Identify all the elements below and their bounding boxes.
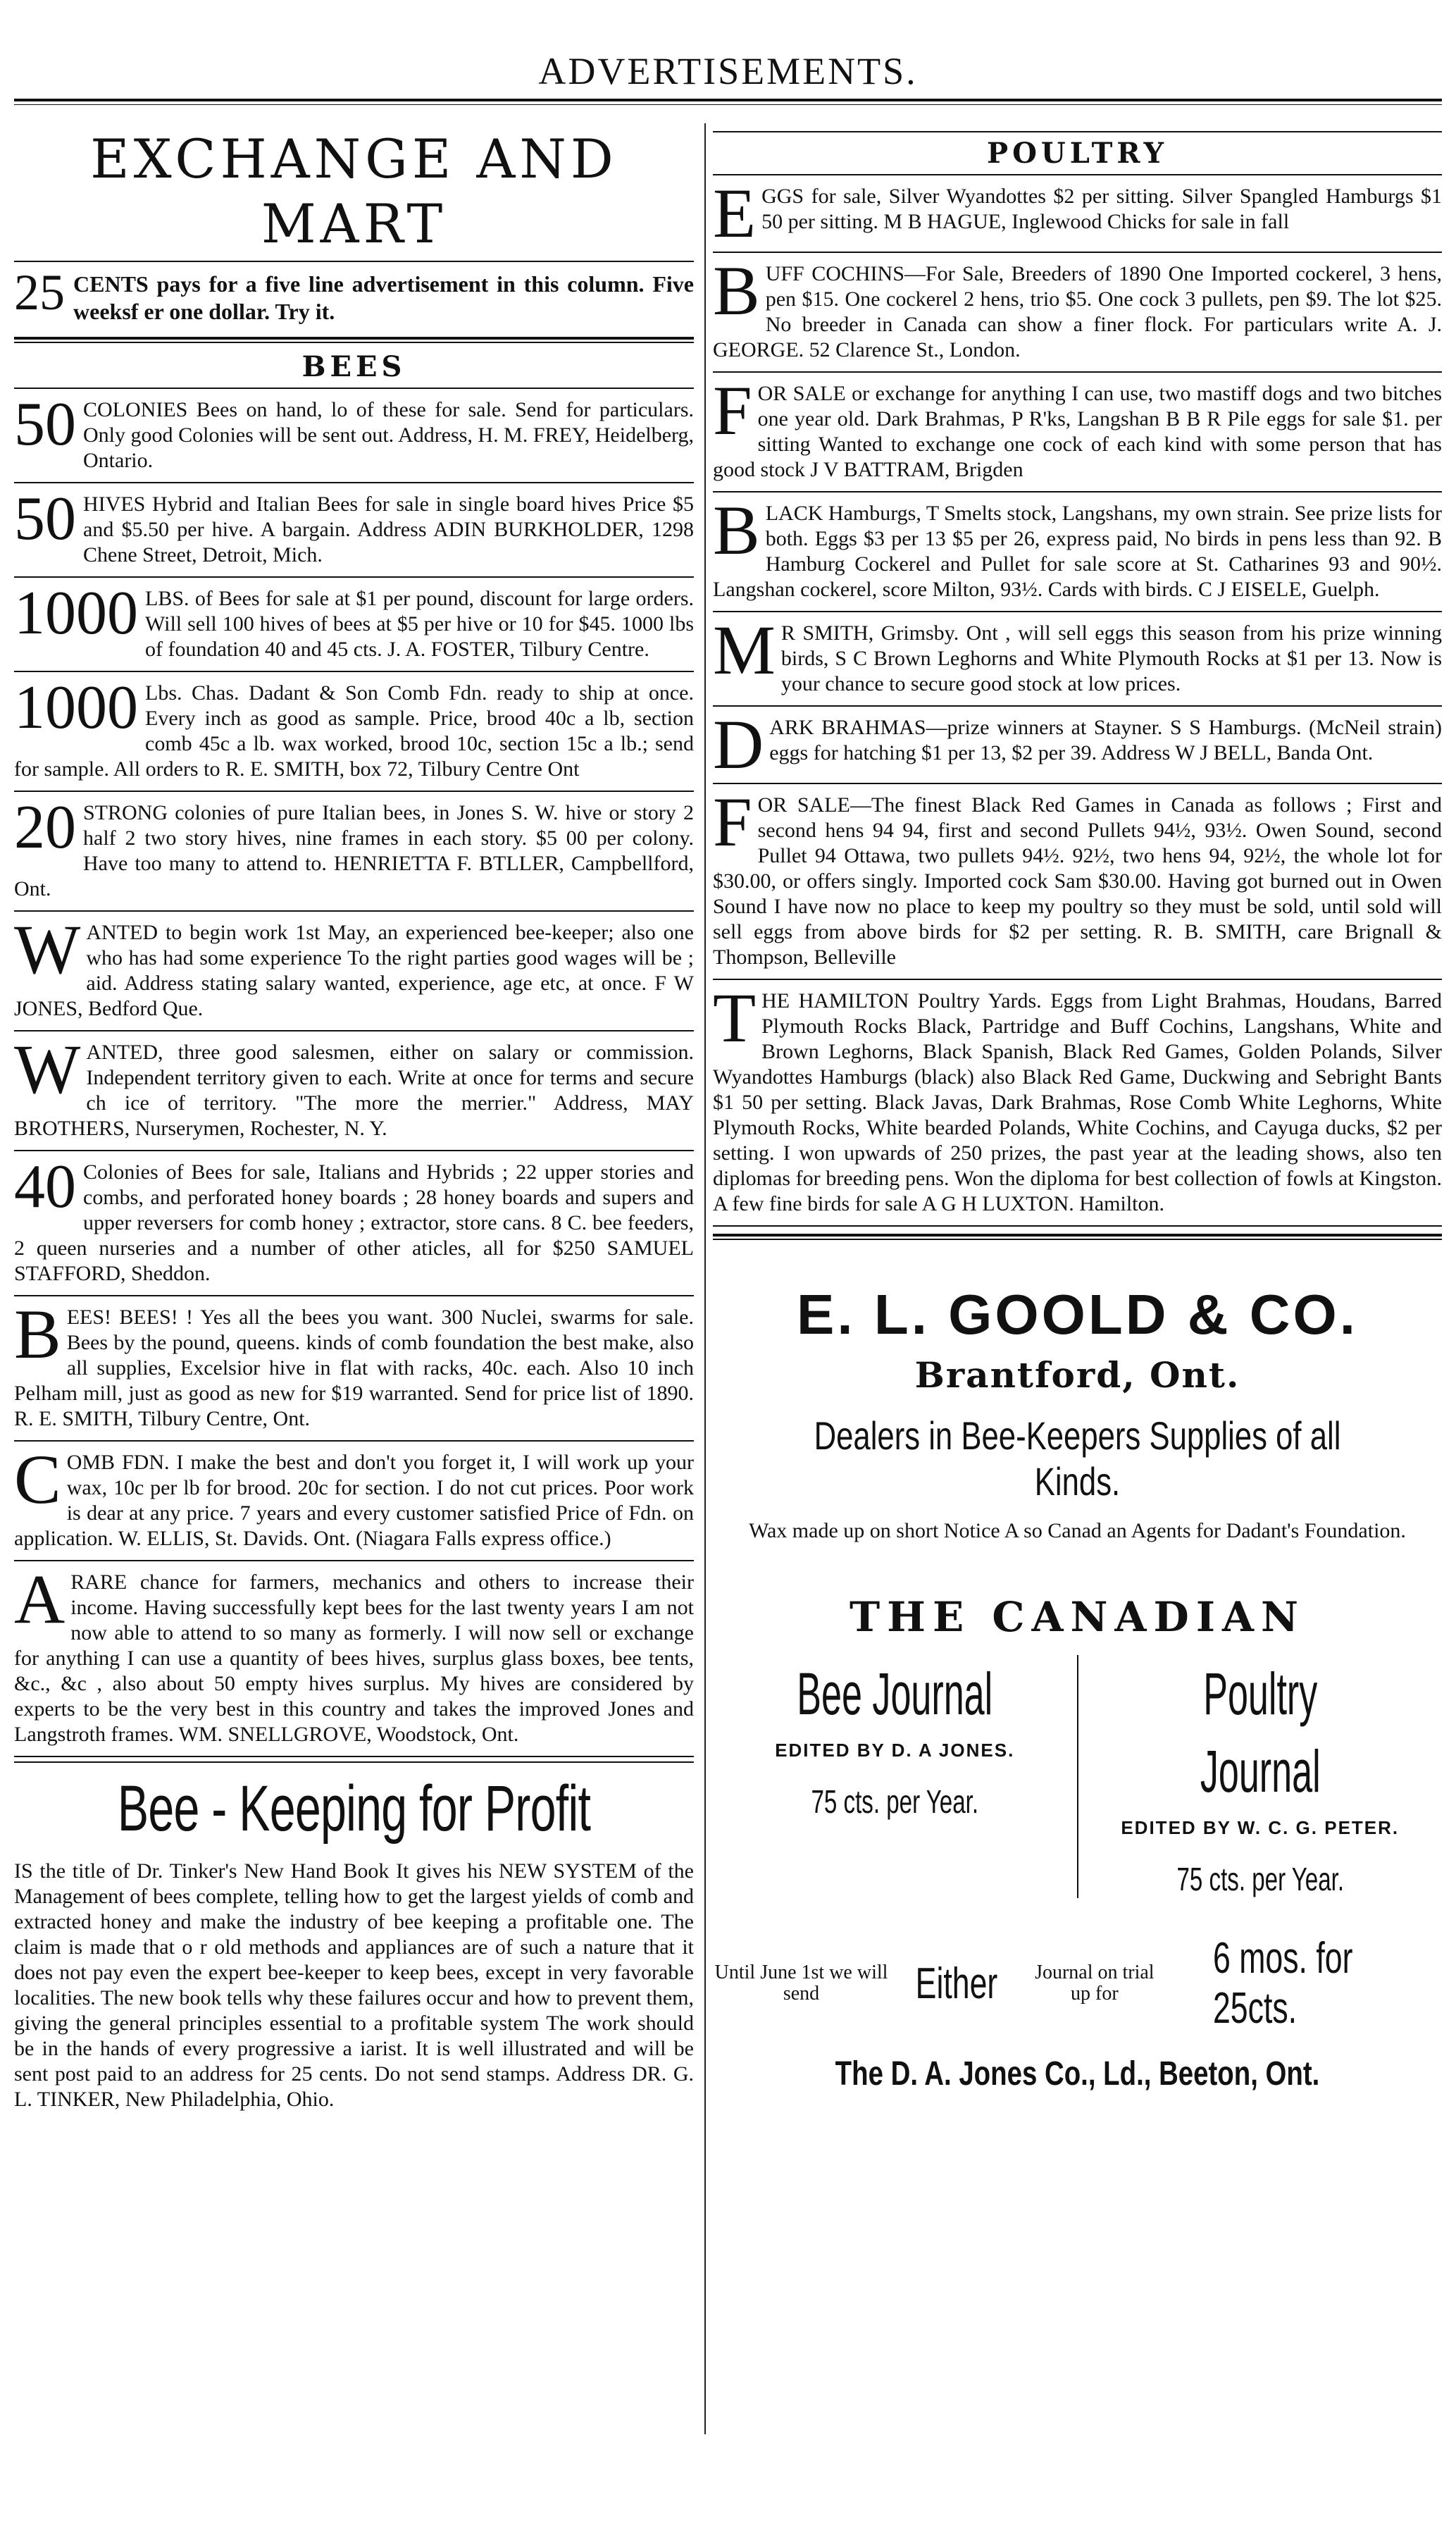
ad-text: Colonies of Bees for sale, Italians and Hybrids ; 22 upper stories and combs, and perforated honey boards ; 28 honey boards and supers and upper reversers for comb honey ; extractor, store cans. 8 C. bee feeders, 2 queen nurseries and a number of other aticles, all for $250 SAMUEL STAFFORD, Sheddon.: [14, 1160, 694, 1285]
ad-text: HIVES Hybrid and Italian Bees for sale in single board hives Price $5 and $5.50 per hive. A bargain. Address ADIN BURKHOLDER, 1298 Chene Street, Detroit, Mich.: [83, 492, 694, 566]
ad-drop-cap: E: [713, 174, 757, 252]
bee-journal-editor: EDITED BY D. A JONES.: [775, 1740, 1015, 1761]
classified-ad: [14, 1030, 694, 1146]
canadian-title: THE CANADIAN: [850, 1593, 1305, 1641]
ad-text: COLONIES Bees on hand, lo of these for sale. Send for particulars. Only good Colonies will be sent out. Address, H. M. FREY, Heidelberg, Ontario.: [83, 398, 694, 472]
rule: [713, 1234, 1442, 1240]
trial-offer: [713, 1933, 1442, 2033]
classified-ad: [14, 1440, 694, 1556]
ad-text: OMB FDN. I make the best and don't you forget it, I will work up your wax, 10c per lb for brood. 20c for section. I do not cut prices. Poor work is dear at any price. 7 years and every customer satisfied Price of Fdn. on application. W. ELLIS, St. Davids. Ont. (Niagara Falls express office.): [14, 1451, 694, 1550]
ad-drop-cap: F: [713, 371, 752, 450]
poultry-heading: POULTRY: [987, 137, 1168, 170]
classified-ad: [14, 910, 694, 1026]
rule: [14, 337, 694, 343]
goold-city: Brantford, Ont.: [914, 1354, 1240, 1396]
bee-journal-title: Bee Journal: [797, 1661, 993, 1727]
ad-drop-cap: C: [14, 1440, 61, 1518]
offer-either: Either: [915, 1959, 998, 2008]
bee-journal: [713, 1655, 1078, 1898]
book-ad-text: IS the title of Dr. Tinker's New Hand Book It gives his NEW SYSTEM of the Management of bees complete, telling how to get the largest yields of comb and extracted honey and make the industry of bee keeping a profitable one. The claim is made that o r old methods and appliances are of such a nature that it does not pay even the expert bee-keeper to keep bees, except in very favorable localities. The new book tells why these failures occur and how to prevent them, giving the general principles essential to a profitable system The work should be in the hands of every progressive a iarist. It is well illustrated and will be sent post paid to an address for 25 cents. Do not send stamps. Address DR. G. L. TINKER, New Philadelphia, Ohio.: [14, 1859, 695, 2111]
classified-ad: [14, 390, 694, 478]
goold-wax-notice: Wax made up on short Notice A so Canad an Agents for Dadant's Foundation.: [749, 1519, 1406, 1542]
classified-ad: [713, 252, 1442, 367]
rule: [14, 1761, 694, 1763]
offer-mid: Journal on trial up for: [1035, 1962, 1155, 2005]
rule: [713, 783, 1442, 784]
ad-text: R SMITH, Grimsby. Ont , will sell eggs this season from his prize winning birds, S C Brown Leghorns and White Plymouth Rocks at $1 per 13. Now is your chance to secure good stock at low prices.: [780, 621, 1442, 695]
ad-drop-cap: D: [713, 705, 764, 783]
ad-drop-cap: F: [713, 783, 752, 861]
poultry-journal-price: 75 cts. per Year.: [1176, 1861, 1344, 1897]
ad-drop-cap: B: [14, 1295, 61, 1373]
rule: [713, 131, 1442, 132]
classified-ad: [14, 676, 694, 786]
classified-ad: [14, 1295, 694, 1436]
rule: [713, 979, 1442, 980]
journals-block: [713, 1655, 1442, 1898]
cents-number: 25: [14, 264, 65, 321]
ad-lead-number: 1000: [14, 579, 138, 648]
cents-text: CENTS pays for a five line advertisement in this column. Five weeksf er one dollar. Try it.: [73, 271, 694, 324]
ad-text: UFF COCHINS—For Sale, Breeders of 1890 One Imported cockerel, 3 hens, pen $15. One cockerel 2 hens, trio $5. One cock 3 pullets, pen $9. The lot $25. No breeder in Canada can show a finer flock. For particulars write A. J. GEORGE. 52 Clarence St., London.: [713, 262, 1442, 361]
page-header: ADVERTISEMENTS.: [538, 50, 918, 92]
rule: [14, 910, 694, 912]
poultry-ads-list: [713, 174, 1442, 1227]
classified-ad: [14, 1155, 694, 1291]
ad-drop-cap: M: [713, 611, 776, 689]
ad-text: GGS for sale, Silver Wyandottes $2 per sitting. Silver Spangled Hamburgs $1 50 per sitting. M B HAGUE, Inglewood Chicks for sale in fall: [761, 185, 1442, 233]
ad-drop-cap: A: [14, 1560, 66, 1638]
classified-ad: [14, 579, 694, 667]
rule: [14, 1150, 694, 1151]
classified-ad: [713, 371, 1442, 487]
left-column: [14, 127, 694, 2117]
rule: [14, 1295, 694, 1296]
ad-text: Lbs. Chas. Dadant & Son Comb Fdn. ready to ship at once. Every inch as good as sample. Price, brood 40c a lb, section comb 45c a lb. wax worked, brood 10c, section 15c a lb.; send for sample. All orders to R. E. SMITH, box 72, Tilbury Centre Ont: [14, 681, 694, 781]
ad-drop-cap: T: [713, 979, 757, 1057]
ad-lead-number: 20: [14, 793, 76, 862]
poultry-journal-editor: EDITED BY W. C. G. PETER.: [1121, 1817, 1400, 1838]
rule: [14, 1030, 694, 1031]
classified-ad: [713, 611, 1442, 701]
header-rule: [14, 99, 1442, 105]
publisher-line: The D. A. Jones Co., Ld., Beeton, Ont.: [835, 2055, 1320, 2093]
rule: [14, 671, 694, 672]
ad-text: LACK Hamburgs, T Smelts stock, Langshans, my own strain. See prize lists for both. Eggs $3 per 13 $5 per 26, express paid, No birds in pens less than 92. B Hamburg Cockerel and Pullet for sale score at St. Catharines 93 and 90½. Langshan cockerel, score Milton, 93½. Cards with birds. C J EISELE, Guelph.: [713, 502, 1442, 601]
rule: [713, 174, 1442, 175]
poultry-journal: [1078, 1655, 1443, 1898]
classified-ad: [713, 174, 1442, 252]
rule: [14, 388, 694, 389]
rule: [14, 261, 694, 262]
ad-text: ARK BRAHMAS—prize winners at Stayner. S S Hamburgs. (McNeil strain) eggs for hatching $1 per 13, $2 per 39. Address W J BELL, Banda Ont.: [769, 716, 1442, 764]
column-divider: [704, 123, 706, 2434]
ad-text: EES! BEES! ! Yes all the bees you want. 300 Nuclei, swarms for sale. Bees by the pound, queens. kinds of comb foundation the best make, also all supplies, Excelsior hive in flat with racks, 40c. each. Also 10 inch Pelham mill, just as good as new for $19 warranted. Send for price list of 1890. R. E. SMITH, Tilbury Centre, Ont.: [14, 1306, 694, 1430]
ad-lead-number: 50: [14, 390, 76, 459]
bees-heading: BEES: [301, 350, 406, 383]
rule: [14, 1756, 694, 1757]
rule: [14, 1440, 694, 1442]
rule: [713, 371, 1442, 373]
rule: [713, 252, 1442, 253]
rule: [14, 1560, 694, 1561]
rule: [14, 482, 694, 483]
goold-dealer: Dealers in Bee-Keepers Supplies of all Kinds.: [814, 1413, 1341, 1504]
cents-notice: [14, 266, 694, 330]
right-column: [713, 127, 1442, 2093]
classified-ad: [14, 1560, 694, 1752]
goold-name: E. L. GOOLD & CO.: [797, 1283, 1358, 1346]
offer-pre: Until June 1st we will send: [714, 1962, 888, 2005]
classified-ad: [713, 705, 1442, 783]
classified-ad: [713, 979, 1442, 1221]
book-title: Bee - Keeping for Profit: [117, 1773, 591, 1845]
classified-ad: [14, 793, 694, 906]
ad-text: OR SALE or exchange for anything I can use, two mastiff dogs and two bitches one year old. Dark Brahmas, P R'ks, Langshan B B R Pile eggs for sale $1. per sitting Wanted to exchange one cock of each kind with some person that has good stock J V BATTRAM, Brigden: [713, 382, 1442, 481]
ad-drop-cap: B: [713, 491, 760, 569]
classified-ad: [713, 491, 1442, 607]
rule: [713, 611, 1442, 612]
ad-text: RARE chance for farmers, mechanics and others to increase their income. Having successfully kept bees for the last twenty years I am not now able to attend to so many as formerly. I will now sell or exchange for anything I can use a quantity of bees hives, surplus glass boxes, bee tents, &c., &c , also about 50 empty hives surplus. My hives are considered by experts to be the very best in this country and takes the improved Jones and Langstroth frames. WM. SNELLGROVE, Woodstock, Ont.: [14, 1570, 694, 1746]
classified-ad: [14, 485, 694, 572]
poultry-journal-title: Poultry Journal: [1200, 1661, 1321, 1804]
exchange-mart-title: EXCHANGE AND MART: [90, 128, 618, 255]
ad-text: STRONG colonies of pure Italian bees, in Jones S. W. hive or story 2 half 2 two story hives, nine frames in each story. $5 00 per colony. Have too many to attend to. HENRIETTA F. BTLLER, Campbellford, Ont.: [14, 801, 694, 900]
ad-drop-cap: B: [713, 252, 760, 330]
ad-text: ANTED, three good salesmen, either on salary or commission. Independent territory given to each. Write at once for terms and secure ch ice of territory. "The more the merrier." Address, MAY BROTHERS, Nurserymen, Rochester, N. Y.: [14, 1041, 694, 1140]
classified-ad: [713, 783, 1442, 974]
ad-text: OR SALE—The finest Black Red Games in Canada as follows ; First and second hens 94 94, first and second Pullets 94½, 93½. Owen Sound, second Pullet 94 Ottawa, two pullets 94½. 92½, two hens 94, 92½, the whole lot for $30.00, or offers singly. Imported cock Sam $30.00. Having got burned out in Owen Sound I have now no place to keep my poultry so they must be sold, until sold will sell eggs from above birds for $2 per setting. R. B. SMITH, care Brignall & Thompson, Belleville: [713, 793, 1442, 969]
ad-text: HE HAMILTON Poultry Yards. Eggs from Light Brahmas, Houdans, Barred Plymouth Rocks Black, Partridge and Buff Cochins, Langshans, White and Brown Leghorns, Black Spanish, Black Red Games, Golden Polands, Silver Wyandottes Hamburgs (black) also Black Red Game, Duckwing and Sebright Bants $1 50 per setting. Black Javas, Dark Brahmas, Rose Comb White Leghorns, White Plymouth Rocks, White bearded Polands, White Cochins, and Cayuga ducks, $2 per setting. I won upwards of 250 prizes, the past year at the leading shows, also ten diplomas for breeding pens. Won the diploma for best collection of fowls at Kingston. A few fine birds for sale A G H LUXTON. Hamilton.: [713, 989, 1442, 1215]
bee-journal-price: 75 cts. per Year.: [811, 1783, 979, 1820]
ad-text: LBS. of Bees for sale at $1 per pound, discount for large orders. Will sell 100 hives of bees at $5 per hive or 10 for $45. 1000 lbs of foundation 40 and 45 cts. J. A. FOSTER, Tilbury Centre.: [145, 587, 694, 661]
ad-text: ANTED to begin work 1st May, an experienced bee-keeper; also one who has had some experience To the right parties good wages will be ; aid. Address stating salary wanted, experience, age etc, at once. F W JONES, Bedford Que.: [14, 921, 694, 1020]
ad-lead-number: 1000: [14, 674, 138, 742]
ad-drop-cap: W: [14, 910, 81, 989]
rule: [713, 1225, 1442, 1227]
offer-end: 6 mos. for 25cts.: [1212, 1934, 1353, 2033]
rule: [14, 576, 694, 578]
bees-ads-list: [14, 390, 694, 1757]
goold-advert: [713, 1282, 1442, 1544]
ad-lead-number: 40: [14, 1153, 76, 1221]
rule: [713, 491, 1442, 492]
rule: [14, 791, 694, 792]
ad-drop-cap: W: [14, 1030, 81, 1108]
rule: [713, 705, 1442, 707]
ad-lead-number: 50: [14, 485, 76, 553]
